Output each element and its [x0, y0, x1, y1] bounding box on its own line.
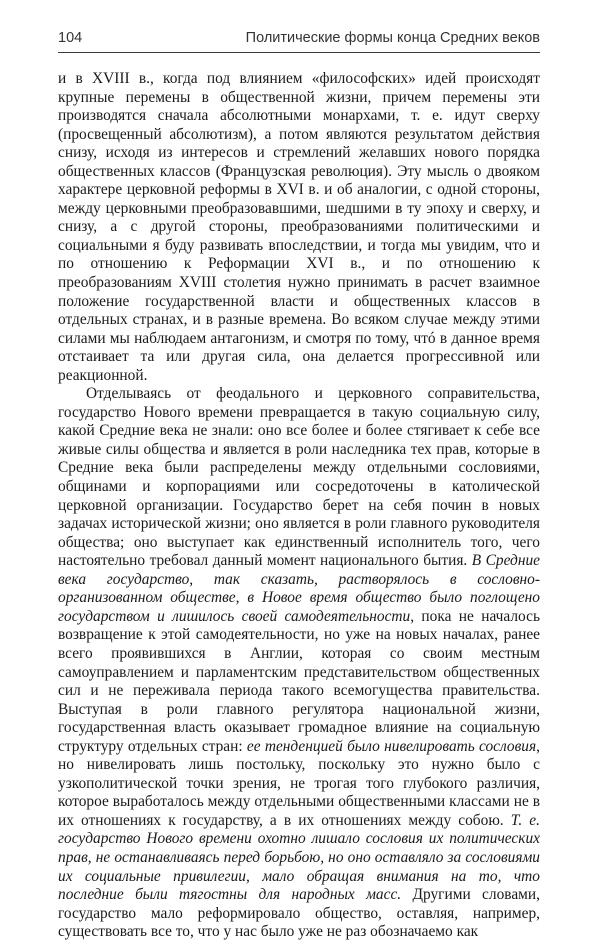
running-title: Политические формы конца Средних веков [245, 30, 540, 46]
text-run: Отделываясь от феодального и церковного соправительства, государство Нового времени превращается в такую социальную силу, какой Средние века не знали: оно все более и более стягивает к себе все живые силы общества и является в роли наследника тех прав, которые в Средние века были распределены между отдельными сословиями, общинами и корпорациями или сосредоточены в католической церковной организации. Государство берет на себя почин в новых задачах исторической жизни; оно является в роли главного руководителя общества; оно выступает как единственный исполнитель того, чего настоятельно требовал данный момент национального бытия. [58, 385, 540, 570]
paragraph [58, 70, 540, 385]
italic-text-run: В Средние века государство, так сказать, растворялось в сословно-организованном обществе, в Новое время общество было поглощено государством и лишилось своей самодеятельности [58, 552, 540, 625]
paragraph [58, 385, 540, 941]
text-run: Другими словами, государство мало реформировало общество, оставляя, например, существовать все то, что у нас было уже не раз обозначаемо как [58, 886, 540, 941]
italic-text-run: ее тенденцией было нивелировать сословия [246, 737, 537, 755]
running-header [58, 30, 540, 53]
body-text [58, 70, 540, 942]
page-number: 104 [58, 30, 83, 46]
italic-text-run: Т. е. государство Нового времени охотно лишало сословия их политических прав, не останавливаясь перед борьбою, но оно оставляло за сословиями их социальные привилегии, мало обращая внимания на то, что последние были тягостны для народных масс. [58, 811, 540, 904]
text-run: и в XVIII в., когда под влиянием «философских» идей происходят крупные перемены в общественной жизни, причем перемены эти производятся сначала абсолютными монархами, т. е. идут сверху (просвещенный абсолютизм), а потом являются результатом действия снизу, исходя из интересов и стремлений желавших нового порядка общественных классов (Французская революция). Эту мысль о двояком характере церковной реформы в XVI в. и об аналогии, с одной стороны, между церковными преобразовавшими, шедшими в ту эпоху и сверху, и снизу, а с другой стороны, преобразованиями политическими и социальными я буду развивать впоследствии, и тогда мы увидим, что и по отношению к Реформации XVI в., и по отношению к преобразованиям XVIII столетия нужно принимать в расчет взаимное положение государственной власти и общественных классов в отдельных странах, и в разные времена. Во всяком случае между этими силами мы наблюдаем антагонизм, и смотря по тому, чтó в данное время отстаивает та или другая сила, она делается прогрессивной или реакционной. [58, 70, 540, 384]
text-run: , пока не началось возвращение к этой самодеятельности, но уже на новых началах, ранее всего проявившихся в Англии, которая со своим местным самоуправлением и парламентским представительством общественных сил и не переживала периода такого всемогущества правительства. Выступая в роли главного регулятора национальной жизни, государственная власть оказывает громадное влияние на социальную структуру отдельных стран: [58, 607, 540, 755]
text-run: , но нивелировать лишь постольку, поскольку это нужно было с узкополитической точки зрения, не трогая того глубокого различия, которое выработалось между отдельными общественными классами не в их отношениях к государству, а в их отношениях между собою. [58, 737, 540, 829]
